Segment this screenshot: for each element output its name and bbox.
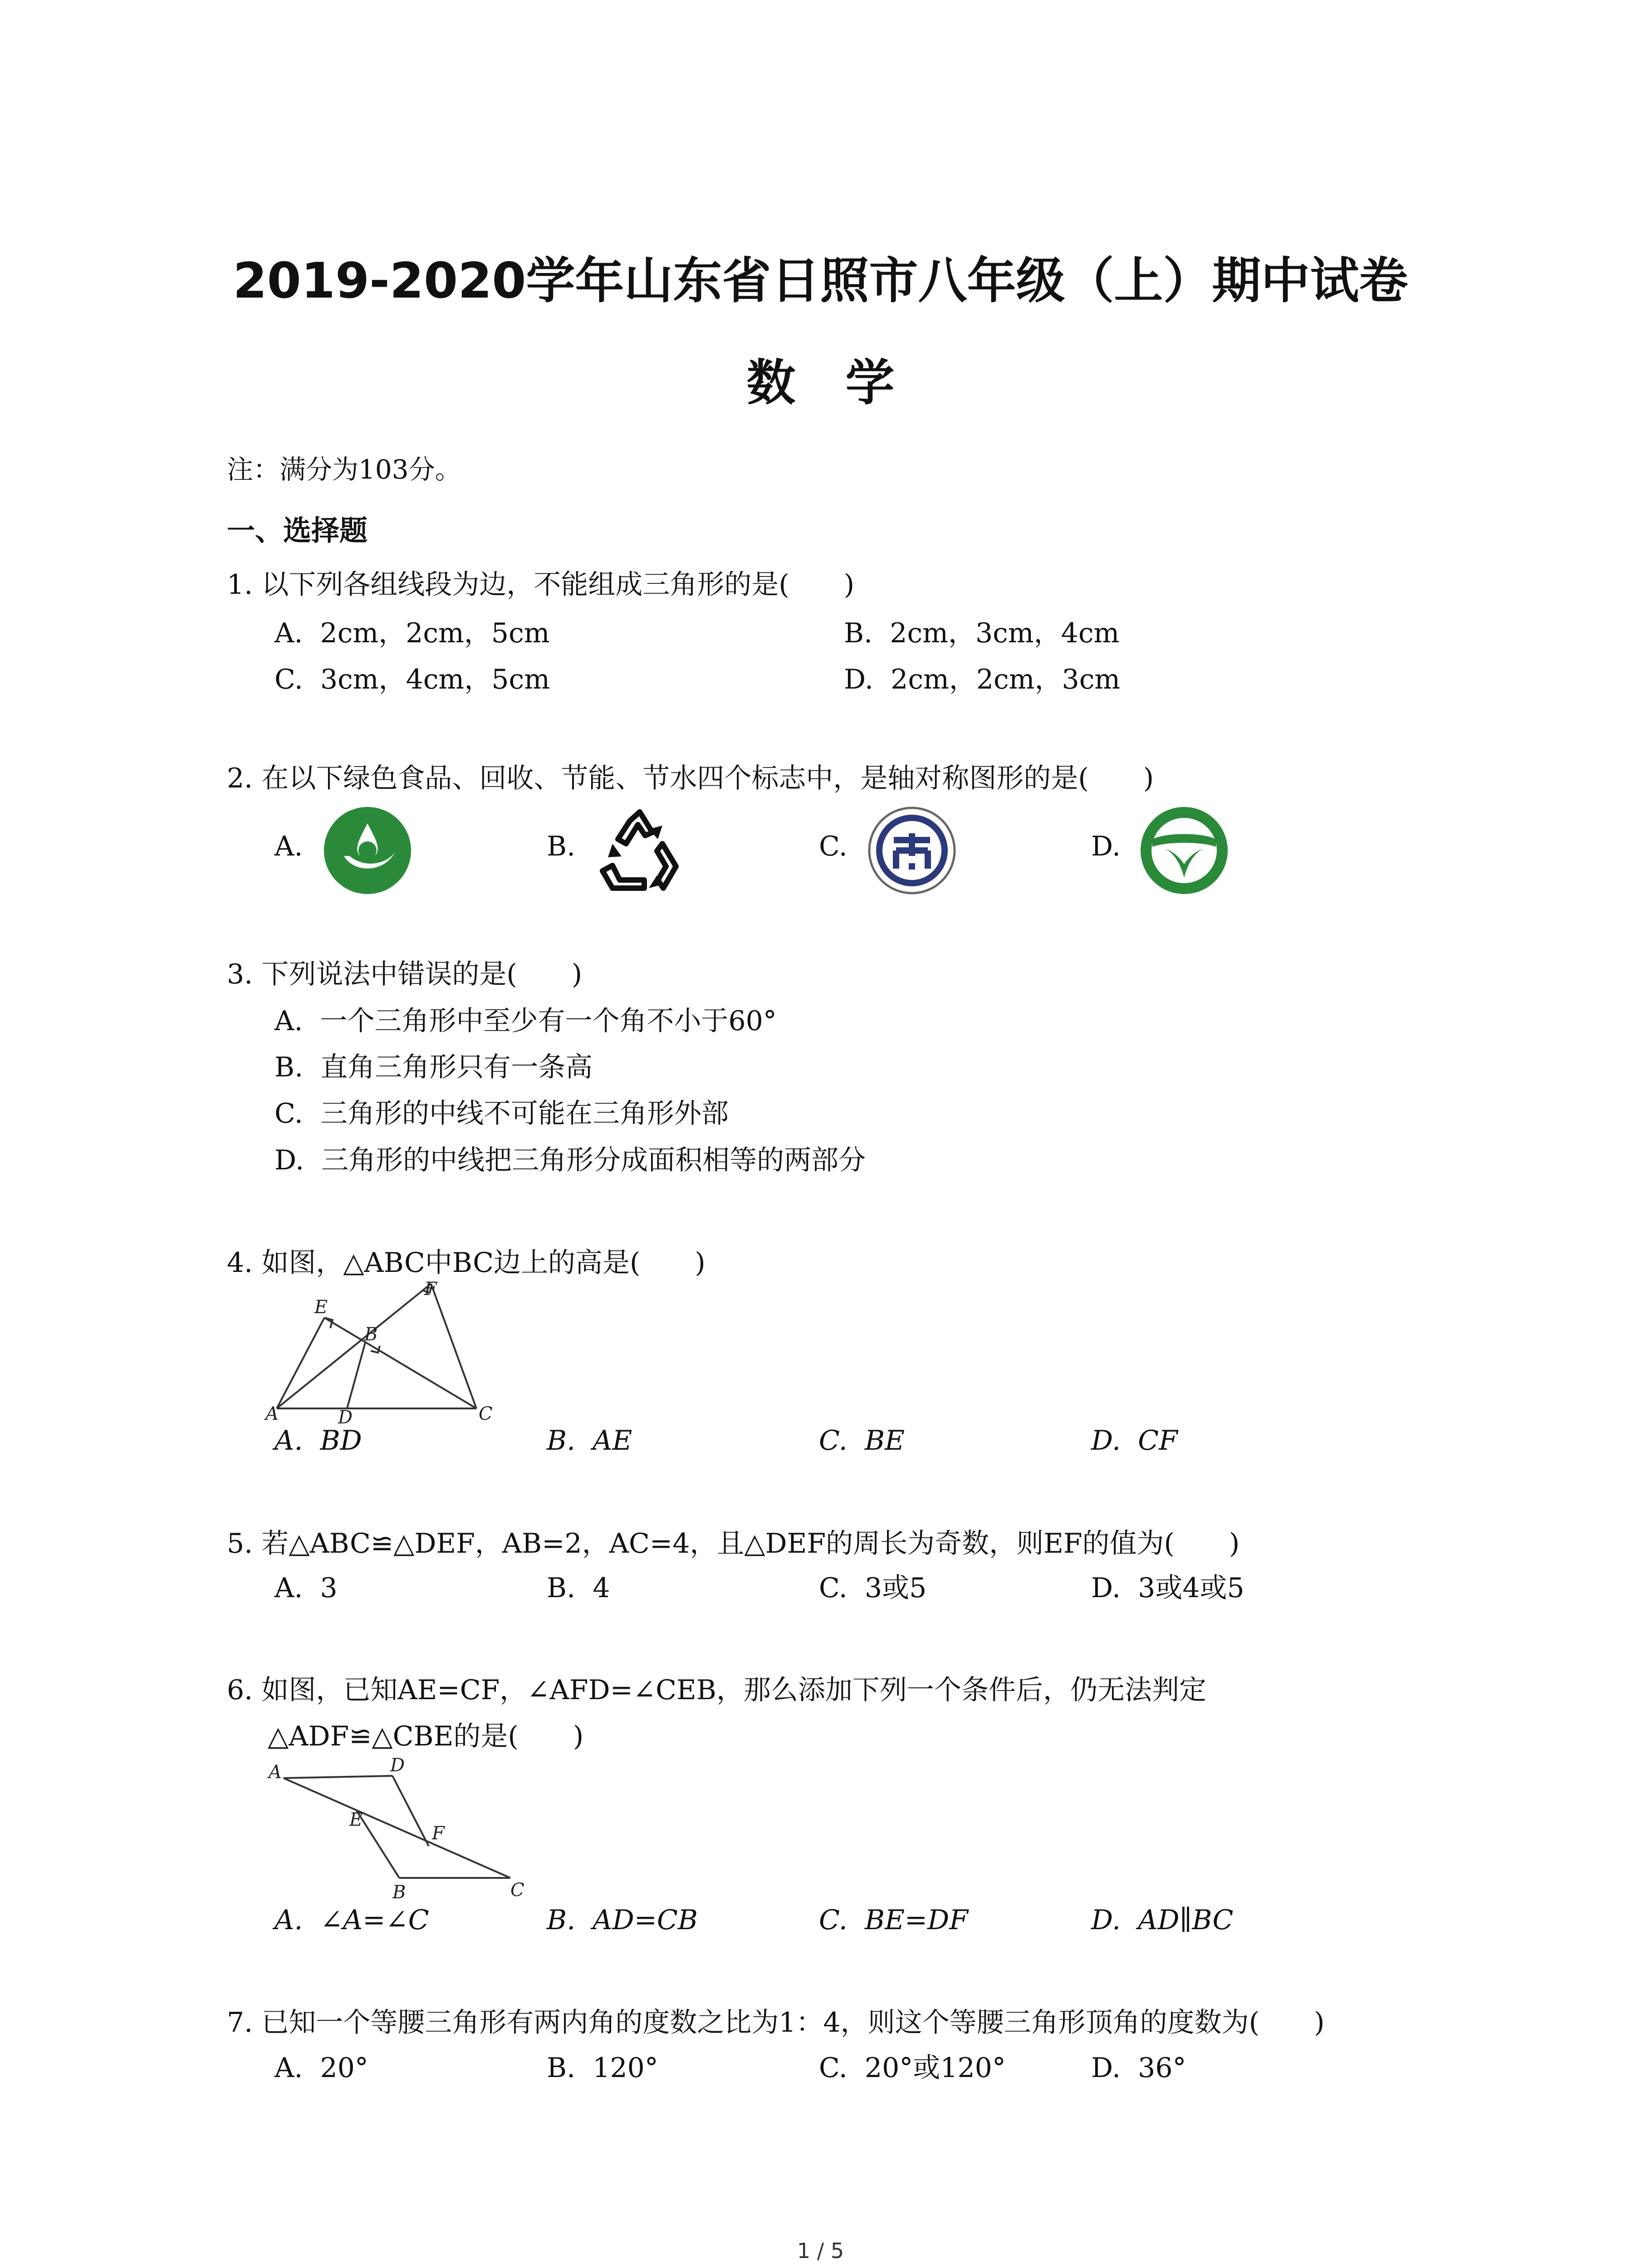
question-6-stem-line2: △ADF≌△CBE的是( ) <box>268 1721 584 1752</box>
subject-title: 数学 <box>746 355 945 411</box>
question-3-option-a[interactable]: A. 一个三角形中至少有一个角不小于60° <box>274 1005 777 1037</box>
figure4-label-b: B <box>364 1324 378 1345</box>
question-7-option-c[interactable]: C. 20°或120° <box>819 2052 1006 2084</box>
figure6-label-c: C <box>510 1880 524 1901</box>
figure4-label-a: A <box>265 1403 279 1424</box>
energy-saving-logo-icon <box>867 805 957 896</box>
question-2-option-b[interactable]: B. <box>547 831 576 862</box>
figure6-label-b: B <box>392 1882 406 1903</box>
question-3-option-b[interactable]: B. 直角三角形只有一条高 <box>274 1051 593 1083</box>
question-5-option-d[interactable]: D. 3或4或5 <box>1091 1572 1244 1604</box>
figure6-label-d: D <box>390 1758 405 1776</box>
question-4-figure <box>261 1279 506 1424</box>
question-2-stem: 2. 在以下绿色食品、回收、节能、节水四个标志中，是轴对称图形的是( ) <box>227 763 1154 794</box>
question-5-option-a[interactable]: A. 3 <box>274 1572 338 1604</box>
page-number: 1 / 5 <box>797 2239 844 2263</box>
question-6-option-a[interactable]: A. ∠A=∠C <box>274 1904 429 1936</box>
question-2-option-a[interactable]: A. <box>274 831 303 862</box>
figure6-label-f: F <box>432 1823 445 1844</box>
question-1-stem: 1. 以下列各组线段为边，不能组成三角形的是( ) <box>227 569 855 601</box>
page-title: 2019-2020学年山东省日照市八年级（上）期中试卷 <box>233 253 1408 309</box>
question-4-option-a[interactable]: A. BD <box>274 1425 362 1457</box>
question-6-figure <box>263 1758 535 1903</box>
question-1-option-c[interactable]: C. 3cm，4cm，5cm <box>274 664 550 695</box>
figure4-label-d: D <box>338 1407 353 1424</box>
question-4-option-d[interactable]: D. CF <box>1091 1425 1178 1457</box>
figure4-label-c: C <box>479 1403 493 1424</box>
water-saving-logo-icon <box>1139 805 1230 896</box>
question-4-stem: 4. 如图，△ABC中BC边上的高是( ) <box>227 1247 705 1279</box>
question-7-stem: 7. 已知一个等腰三角形有两内角的度数之比为1：4，则这个等腰三角形顶角的度数为( ) <box>227 2007 1325 2038</box>
question-6-stem-line1: 6. 如图，已知AE=CF，∠AFD=∠CEB，那么添加下列一个条件后，仍无法判定 <box>227 1674 1206 1706</box>
recycle-logo-icon <box>594 807 685 894</box>
figure4-label-f: F <box>424 1279 437 1300</box>
question-7-option-a[interactable]: A. 20° <box>274 2052 368 2084</box>
question-1-option-d[interactable]: D. 2cm，2cm，3cm <box>844 664 1121 695</box>
question-2-option-c[interactable]: C. <box>819 831 847 862</box>
question-5-option-b[interactable]: B. 4 <box>547 1572 610 1604</box>
question-7-option-b[interactable]: B. 120° <box>547 2052 658 2084</box>
figure4-label-e: E <box>314 1297 328 1318</box>
green-food-logo-icon <box>322 805 413 896</box>
section-heading: 一、选择题 <box>227 514 368 547</box>
question-3-option-d[interactable]: D. 三角形的中线把三角形分成面积相等的两部分 <box>274 1144 866 1176</box>
question-5-option-c[interactable]: C. 3或5 <box>819 1572 927 1604</box>
question-4-option-b[interactable]: B. AE <box>547 1425 632 1457</box>
question-3-option-c[interactable]: C. 三角形的中线不可能在三角形外部 <box>274 1098 729 1129</box>
question-7-option-d[interactable]: D. 36° <box>1091 2052 1186 2084</box>
question-1-option-b[interactable]: B. 2cm，3cm，4cm <box>844 617 1120 649</box>
question-6-option-b[interactable]: B. AD=CB <box>547 1904 698 1936</box>
question-1-option-a[interactable]: A. 2cm，2cm，5cm <box>274 617 550 649</box>
question-3-stem: 3. 下列说法中错误的是( ) <box>227 958 583 990</box>
figure6-label-e: E <box>349 1809 363 1830</box>
question-5-stem: 5. 若△ABC≌△DEF，AB=2，AC=4，且△DEF的周长为奇数，则EF的值为( ) <box>227 1528 1240 1559</box>
score-note: 注：满分为103分。 <box>227 454 461 485</box>
question-2-option-d[interactable]: D. <box>1091 831 1121 862</box>
question-6-option-d[interactable]: D. AD∥BC <box>1091 1904 1234 1936</box>
figure6-label-a: A <box>269 1762 282 1783</box>
question-6-option-c[interactable]: C. BE=DF <box>819 1904 968 1936</box>
question-4-option-c[interactable]: C. BE <box>819 1425 905 1457</box>
